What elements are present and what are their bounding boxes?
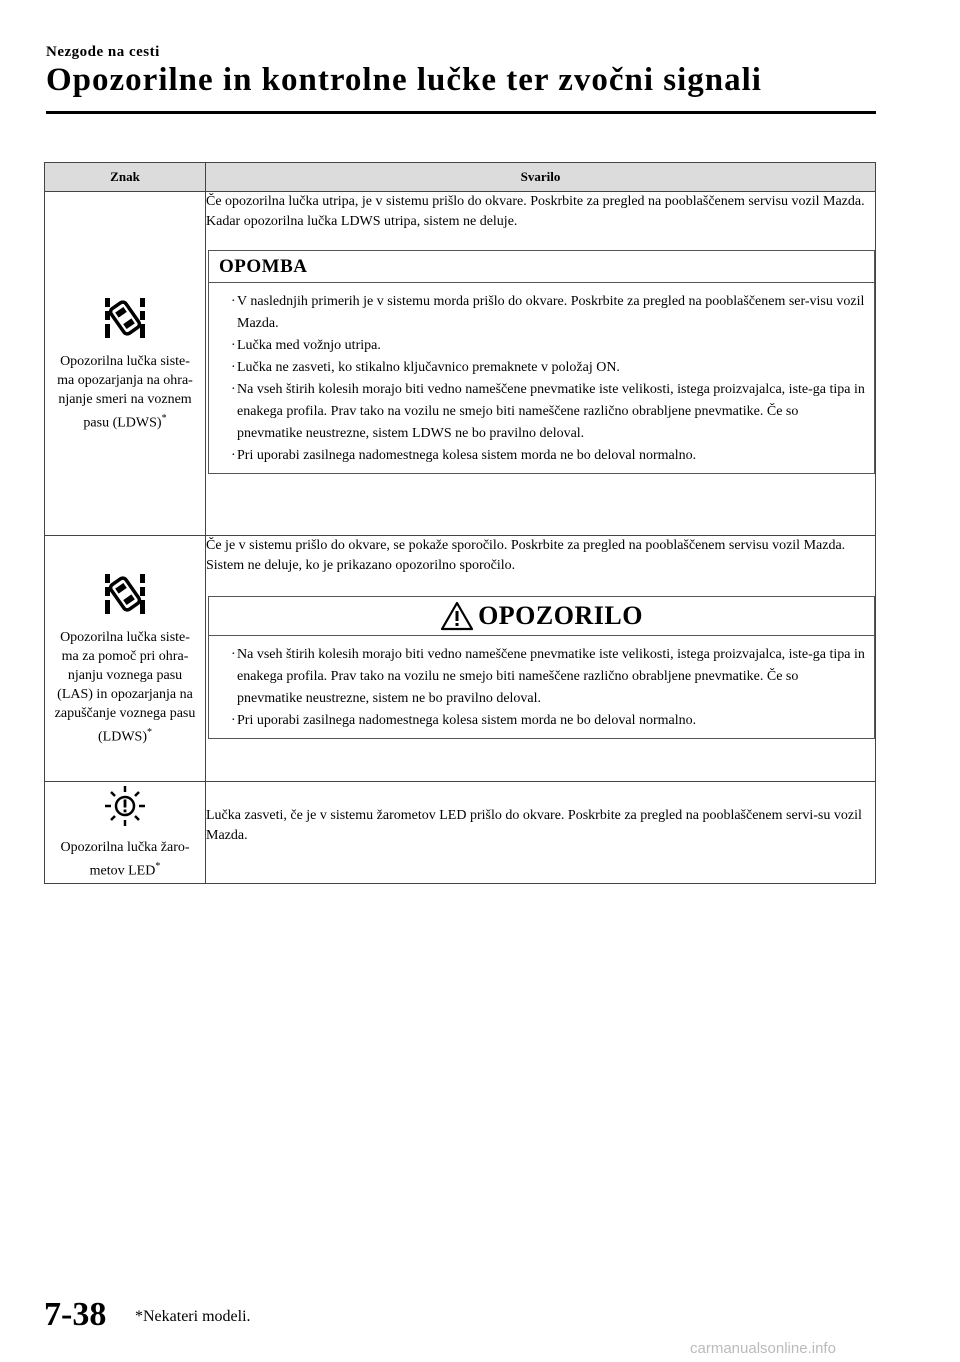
list-item: ·Pri uporabi zasilnega nadomestnega kolesa sistem morda ne bo deloval normalno. bbox=[231, 448, 697, 463]
sign-caption: Opozorilna lučka siste- ma opozarjanja na ohra- njanje smeri na voznem pasu (LDWS)* bbox=[57, 354, 193, 431]
sign-caption: Opozorilna lučka siste- ma za pomoč pri ohra- njanju voznega pasu (LAS) in opozarjanja na zapuščanje voznega pasu (LDWS)* bbox=[54, 630, 196, 745]
table-row bbox=[45, 536, 876, 782]
lane-departure-warning-icon bbox=[101, 294, 149, 342]
sign-caption: Opozorilna lučka žaro- metov LED* bbox=[60, 840, 190, 879]
table-row bbox=[45, 192, 876, 536]
list-item: ·Lučka ne zasveti, ko stikalno ključavnico premaknete v položaj ON. bbox=[231, 360, 620, 375]
footnote: *Nekateri modeli. bbox=[135, 1308, 251, 1325]
warning-cell bbox=[206, 782, 876, 884]
page-number: 7-38 bbox=[44, 1296, 107, 1333]
warning-triangle-icon bbox=[440, 601, 474, 631]
lane-assist-warning-icon bbox=[101, 570, 149, 618]
watermark: carmanualsonline.info bbox=[690, 1340, 836, 1357]
page-title: Opozorilne in kontrolne lučke ter zvočni signali bbox=[46, 62, 762, 98]
section-label: Nezgode na cesti bbox=[46, 44, 160, 60]
footnote-mark: * bbox=[155, 861, 161, 873]
warning-text: Če je v sistemu prišlo do okvare, se pokaže sporočilo. Poskrbite za pregled na pooblaščenem servisu vozil Mazda. bbox=[206, 538, 846, 553]
warning-text: Če opozorilna lučka utripa, je v sistemu prišlo do okvare. Poskrbite za pregled na pooblaščenem servisu vozil Mazda. bbox=[206, 194, 865, 209]
warning-box bbox=[208, 596, 875, 739]
sign-cell bbox=[45, 536, 206, 782]
sign-cell bbox=[45, 192, 206, 536]
sign-cell bbox=[45, 782, 206, 884]
footnote-mark: * bbox=[147, 727, 152, 739]
warning-cell bbox=[206, 192, 876, 536]
footnote-mark: * bbox=[161, 413, 167, 425]
warning-text: Lučka zasveti, če je v sistemu žarometov LED prišlo do okvare. Poskrbite za pregled na pooblaščenem servi-su vozil Mazda. bbox=[206, 808, 862, 843]
warning-cell bbox=[206, 536, 876, 782]
column-header-sign: Znak bbox=[45, 163, 206, 192]
table-header-row bbox=[45, 163, 876, 192]
column-header-warning: Svarilo bbox=[206, 163, 876, 192]
list-item: ·Na vseh štirih kolesih morajo biti vedno nameščene pnevmatike iste velikosti, istega proizvajalca, iste-ga tipa in enakega profila. Prav tako na vozilu ne smejo biti nameščene različno obrabljene pnevmatike. Če so pnevmatike neustrezne, sistem ne bo pravilno deloval. bbox=[231, 647, 865, 706]
list-item: ·Na vseh štirih kolesih morajo biti vedno nameščene pnevmatike iste velikosti, istega proizvajalca, iste-ga tipa in enakega profila. Prav tako na vozilu ne smejo biti nameščene različno obrabljene pnevmatike. Če so pnevmatike neustrezne, sistem LDWS ne bo pravilno deloval. bbox=[231, 382, 865, 441]
led-headlight-warning-icon bbox=[101, 784, 149, 828]
warning-text: Sistem ne deluje, ko je prikazano opozorilno sporočilo. bbox=[206, 558, 516, 573]
note-heading: OPOMBA bbox=[209, 251, 874, 283]
warning-signs-table bbox=[44, 162, 876, 884]
warning-heading: OPOZORILO bbox=[209, 597, 874, 636]
note-box bbox=[208, 250, 875, 474]
list-item: ·Lučka med vožnjo utripa. bbox=[231, 338, 381, 353]
list-item: ·Pri uporabi zasilnega nadomestnega kolesa sistem morda ne bo deloval normalno. bbox=[231, 713, 697, 728]
warning-text: Kadar opozorilna lučka LDWS utripa, sistem ne deluje. bbox=[206, 214, 518, 229]
title-rule bbox=[46, 111, 876, 114]
list-item: ·V naslednjih primerih je v sistemu morda prišlo do okvare. Poskrbite za pregled na pooblaščenem ser-visu vozil Mazda. bbox=[231, 294, 865, 331]
table-row bbox=[45, 782, 876, 884]
